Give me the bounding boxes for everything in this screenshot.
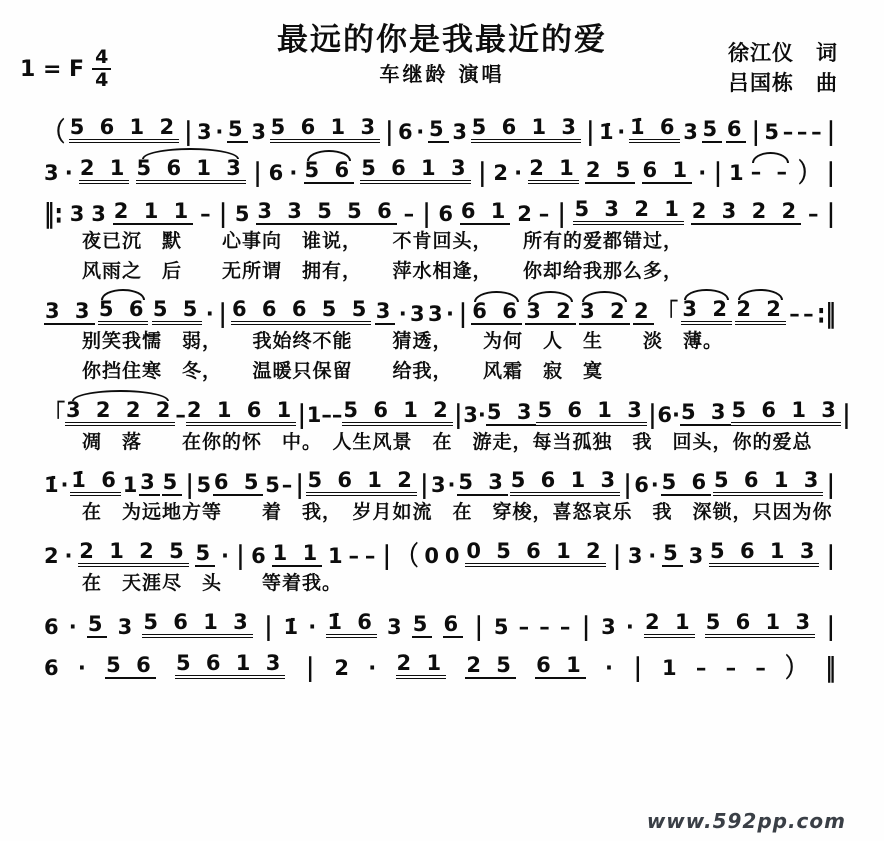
beamed-note-group: 1̇ 6 xyxy=(70,469,121,496)
beamed-note-group: 2 1 xyxy=(79,157,130,184)
beamed-note-group: 5 6 1 3 xyxy=(713,469,823,496)
music-line xyxy=(6,457,878,501)
barline: ∣ xyxy=(632,652,643,683)
note-token: 3 xyxy=(410,302,425,327)
beamed-note-group: 5 6 1 2 xyxy=(69,116,179,143)
note-token: – xyxy=(518,614,530,639)
beamed-note-group: 5 xyxy=(227,118,248,143)
barline: ∣ xyxy=(584,116,596,147)
beamed-note-group: 5 6 xyxy=(661,471,712,496)
note-token: · xyxy=(514,161,523,186)
barline: ∣ xyxy=(252,158,263,189)
note-token: 6 xyxy=(44,614,59,639)
time-signature-denominator: 4 xyxy=(95,69,109,91)
note-token: · xyxy=(64,161,73,186)
beamed-note-group: 6 5 xyxy=(213,471,264,496)
barline: ） xyxy=(785,652,807,683)
music-line xyxy=(6,387,878,428)
note-token: 6 xyxy=(657,402,672,427)
beamed-note-group: 5 6 1 3 xyxy=(709,540,819,567)
barline: ∣ xyxy=(420,199,432,230)
beamed-note-group: 5 6 xyxy=(304,159,355,184)
barline: ∣ xyxy=(262,611,274,642)
beamed-note-group: 1̇ 6 xyxy=(629,116,680,143)
note-token: 2 xyxy=(517,202,532,227)
beamed-note-group: 5 6 1 3 xyxy=(360,157,470,184)
note-token: · xyxy=(221,544,229,569)
lyric-line: 在 为远地方等 着 我， 岁月如流 在 穿梭，喜怒哀乐 我 深锁，只因为你 xyxy=(82,501,833,524)
barline: ∣ xyxy=(840,399,852,430)
lyricist-credit: 徐江仪 词 xyxy=(728,41,838,65)
note-token: · xyxy=(446,302,455,327)
note-token: · xyxy=(77,655,86,680)
barline: ∣ xyxy=(580,611,592,642)
beamed-note-group: 5 3 xyxy=(457,471,508,496)
note-token: 1 xyxy=(661,655,677,680)
beamed-note-group: 5 6 1 3 xyxy=(536,399,646,426)
note-token: – xyxy=(200,202,211,227)
barline: ∣ xyxy=(304,652,316,683)
barline: ∣ xyxy=(646,399,658,430)
note-token: 3 xyxy=(387,614,402,639)
beamed-note-group: 5 3 xyxy=(680,401,731,426)
note-token: 3 xyxy=(627,544,643,569)
barline: ∣ xyxy=(825,470,836,501)
composer-credit: 吕国栋 曲 xyxy=(728,71,838,96)
beamed-note-group: 3 xyxy=(139,471,160,496)
note-token: 1̇ xyxy=(44,473,59,498)
note-token: 1 xyxy=(122,473,138,498)
barline: ∣ xyxy=(473,611,484,642)
note-token: 6 xyxy=(634,473,649,498)
note-token: 3 xyxy=(688,544,704,569)
note-token: · xyxy=(447,473,456,498)
note-token: 2 xyxy=(334,655,349,680)
note-token: – xyxy=(559,614,571,639)
beamed-note-group: 3 3 xyxy=(44,300,95,325)
barline: ∣ xyxy=(452,399,464,430)
note-token: · xyxy=(68,614,77,639)
note-token: 2 xyxy=(493,161,508,186)
music-line xyxy=(6,145,878,189)
music-line xyxy=(6,599,878,640)
note-token: – xyxy=(782,120,794,144)
note-token: 3 xyxy=(601,614,616,639)
beamed-note-group: 1 1 xyxy=(272,542,323,567)
note-token: – xyxy=(796,120,808,144)
beamed-note-group: 2 3 2 2 xyxy=(691,200,801,225)
note-token: 3 xyxy=(91,202,106,227)
barline: ∣ xyxy=(556,199,567,230)
beamed-note-group: – – xyxy=(750,160,792,185)
time-signature-numerator: 4 xyxy=(92,48,111,70)
beamed-note-group: 3 2 2 2 xyxy=(65,399,175,426)
beamed-note-group: 5 6 1 3 xyxy=(142,611,252,638)
beamed-note-group: 5 6 1 3 xyxy=(705,611,815,638)
barline: ∣ xyxy=(217,299,228,330)
barline: （ xyxy=(397,541,419,572)
music-line xyxy=(6,104,878,145)
note-token: 3 xyxy=(452,120,467,144)
music-line xyxy=(6,286,878,330)
note-token: – xyxy=(538,202,550,227)
barline: ∣ xyxy=(621,470,633,501)
note-token: 5 xyxy=(265,473,280,498)
note-token: · xyxy=(625,614,634,639)
note-token: 3 xyxy=(463,402,478,427)
beamed-note-group: 5 6 1 3 xyxy=(270,116,380,143)
barline: ∣ xyxy=(457,299,468,330)
beamed-note-group: 6 1 xyxy=(535,654,586,679)
barline: ∣ xyxy=(825,611,836,642)
note-token: · xyxy=(698,161,707,186)
note-token: – xyxy=(811,120,822,144)
note-token: – xyxy=(808,202,819,227)
note-token: 6 xyxy=(251,544,266,569)
barline: ） xyxy=(798,158,820,189)
barline: ∣ xyxy=(182,116,194,147)
beamed-note-group: 2 2 xyxy=(735,298,786,325)
note-token: 6 xyxy=(438,202,453,227)
note-token: 3 xyxy=(197,120,212,144)
beamed-note-group: 5 xyxy=(195,542,216,567)
note-token: – xyxy=(175,402,186,427)
beamed-note-group: 5 xyxy=(662,542,683,567)
beamed-note-group: 5 3 2 1 xyxy=(573,198,683,225)
note-token: – xyxy=(539,614,550,639)
beamed-note-group: 2 1 2 5 xyxy=(78,540,188,567)
note-token: – xyxy=(789,302,800,327)
note-token: · xyxy=(64,544,73,569)
beamed-note-group: 3 3 5 5 6 xyxy=(256,200,396,225)
note-token: – xyxy=(755,655,766,680)
beamed-note-group: 2 1 xyxy=(528,157,579,184)
note-token: 3 xyxy=(69,202,85,227)
note-token: · xyxy=(604,655,613,680)
beamed-note-group: 5 5 xyxy=(152,298,203,325)
barline: ∣ xyxy=(381,541,392,572)
barline: 「 xyxy=(44,399,65,430)
note-token: – xyxy=(803,302,814,327)
music-line xyxy=(6,640,878,681)
note-token: · xyxy=(215,120,224,144)
barline: ∣ xyxy=(825,116,836,147)
beamed-note-group: 3 2 xyxy=(579,300,630,325)
beamed-note-group: 2 1 6 1 xyxy=(186,399,296,426)
note-token: – xyxy=(695,655,707,680)
barline: ∣ xyxy=(294,470,305,501)
beamed-note-group: 5 xyxy=(87,613,108,638)
note-token: 6 xyxy=(397,120,413,144)
note-token: – xyxy=(348,544,359,569)
barline: :‖ xyxy=(817,299,836,330)
key-label: 1 = F xyxy=(20,56,85,82)
lyric-line: 风雨之 后 无所谓 拥有， 萍水相逢， 你却给我那么多， xyxy=(82,259,684,282)
beamed-note-group: 5 6 1 3 xyxy=(175,652,285,679)
beamed-note-group: 5 xyxy=(412,613,433,638)
beamed-note-group: 5 6 1 3 xyxy=(471,116,581,143)
score-header xyxy=(0,0,884,104)
beamed-note-group: 6 6 6 5 5 xyxy=(231,298,371,325)
watermark-url: www.592pp.com xyxy=(646,809,846,833)
note-token: · xyxy=(477,402,486,427)
beamed-note-group: 5 6 1 2 xyxy=(306,469,416,496)
barline: ∣ xyxy=(750,116,761,147)
note-token: · xyxy=(60,473,69,498)
writer-credits xyxy=(728,38,838,99)
lyric-line: 别笑我懦 弱， 我始终不能 猜透， 为何 人 生 淡 薄。 xyxy=(82,330,724,353)
note-token: · xyxy=(289,161,298,186)
barline: ∣ xyxy=(611,541,622,572)
note-token: 2 xyxy=(44,544,59,569)
performer-credit: 车继龄 演唱 xyxy=(379,62,505,86)
barline: ∣ xyxy=(217,199,228,230)
barline: ‖ xyxy=(825,652,836,683)
barline: ∣ xyxy=(383,116,395,147)
note-token: 0 xyxy=(444,544,460,569)
note-token: · xyxy=(398,302,407,327)
note-token: · xyxy=(368,655,377,680)
barline: ‖: xyxy=(44,199,63,230)
note-token: 1 xyxy=(728,161,744,186)
note-token: 5 xyxy=(764,120,780,144)
beamed-note-group: 6 6 xyxy=(471,300,522,325)
barline: ∣ xyxy=(712,158,723,189)
note-token: – xyxy=(403,202,415,227)
beamed-note-group: 6 1 xyxy=(460,200,511,225)
note-token: – xyxy=(281,473,293,498)
beamed-note-group: 5 6 1 3 xyxy=(731,399,841,426)
beamed-note-group: 6 xyxy=(443,613,464,638)
beamed-note-group: 2 xyxy=(633,300,654,325)
note-token: 1̇ xyxy=(283,614,299,639)
barline: （ xyxy=(44,116,65,147)
music-line xyxy=(6,186,878,230)
note-token: 6 xyxy=(44,655,59,680)
barline: ∣ xyxy=(296,399,307,430)
note-token: 0 xyxy=(424,544,439,569)
lyric-line: 夜已沉 默 心事向 谁说， 不肯回头， 所有的爱都错过， xyxy=(82,230,684,253)
barline: 「 xyxy=(657,299,679,330)
barline: ∣ xyxy=(234,541,246,572)
beamed-note-group: 5 6 xyxy=(105,654,156,679)
note-token: · xyxy=(650,473,659,498)
beamed-note-group: 2 5 xyxy=(465,654,516,679)
beamed-note-group: 2 1 xyxy=(396,652,447,679)
beamed-note-group: 5 6 1 3 xyxy=(136,157,246,184)
note-token: 1 xyxy=(328,544,343,569)
beamed-note-group: 2 1 1 xyxy=(113,200,193,225)
beamed-note-group: 5 xyxy=(702,118,723,143)
note-token: 1 xyxy=(306,402,322,427)
barline: ∣ xyxy=(825,158,836,189)
beamed-note-group: 3 2 xyxy=(681,298,732,325)
beamed-note-group: 2 5 xyxy=(585,159,636,184)
note-token: – xyxy=(725,655,737,680)
beamed-note-group: 5 xyxy=(428,118,449,143)
beamed-note-group: 5 xyxy=(162,471,183,496)
beamed-note-group: 1̇ 6 xyxy=(326,611,377,638)
note-token: 1̇ xyxy=(598,120,614,144)
note-token: 3 xyxy=(117,614,133,639)
barline: ∣ xyxy=(825,541,836,572)
note-token: 5 xyxy=(493,614,509,639)
beamed-note-group: 6 xyxy=(726,118,747,143)
beamed-note-group: 5 6 xyxy=(98,298,149,325)
note-token: 3 xyxy=(683,120,698,144)
music-line xyxy=(6,528,878,572)
note-token: – xyxy=(321,402,332,427)
note-token: – xyxy=(364,544,376,569)
note-token: · xyxy=(617,120,626,144)
barline: ∣ xyxy=(825,199,836,230)
score-body xyxy=(0,104,884,681)
note-token: · xyxy=(308,614,317,639)
beamed-note-group: 5 3 xyxy=(486,401,537,426)
barline: ∣ xyxy=(476,158,488,189)
beamed-note-group: 5 6 1 2 xyxy=(342,399,452,426)
note-token: 3 xyxy=(431,473,446,498)
note-token: 3 xyxy=(428,302,443,327)
note-token: 5 xyxy=(196,473,212,498)
beamed-note-group: 2 1 xyxy=(644,611,695,638)
beamed-note-group: 3 xyxy=(375,300,396,325)
beamed-note-group: 5 6 1 3 xyxy=(510,469,620,496)
beamed-note-group: 0 5 6 1 2 xyxy=(465,540,605,567)
note-token: · xyxy=(205,302,214,327)
note-token: – xyxy=(331,402,343,427)
note-token: · xyxy=(671,402,680,427)
note-token: 5 xyxy=(234,202,250,227)
note-token: 3 xyxy=(44,161,59,186)
lyric-line: 在 天涯尽 头 等着我。 xyxy=(82,572,343,595)
note-token: · xyxy=(416,120,425,144)
lyric-line: 凋 落 在你的怀 中。 人生风景 在 游走，每当孤独 我 回头，你的爱总 xyxy=(82,430,813,453)
beamed-note-group: 6 1 xyxy=(642,159,693,184)
barline: ∣ xyxy=(184,470,195,501)
note-token: · xyxy=(648,544,657,569)
song-title: 最远的你是我最近的爱 xyxy=(277,22,607,58)
note-token: 6 xyxy=(268,161,284,186)
barline: ∣ xyxy=(418,470,430,501)
beamed-note-group: 3 2 xyxy=(525,300,576,325)
note-token: 3 xyxy=(251,120,266,144)
lyric-line: 你挡住寒 冬， 温暖只保留 给我， 风霜 寂 寞 xyxy=(82,360,604,383)
